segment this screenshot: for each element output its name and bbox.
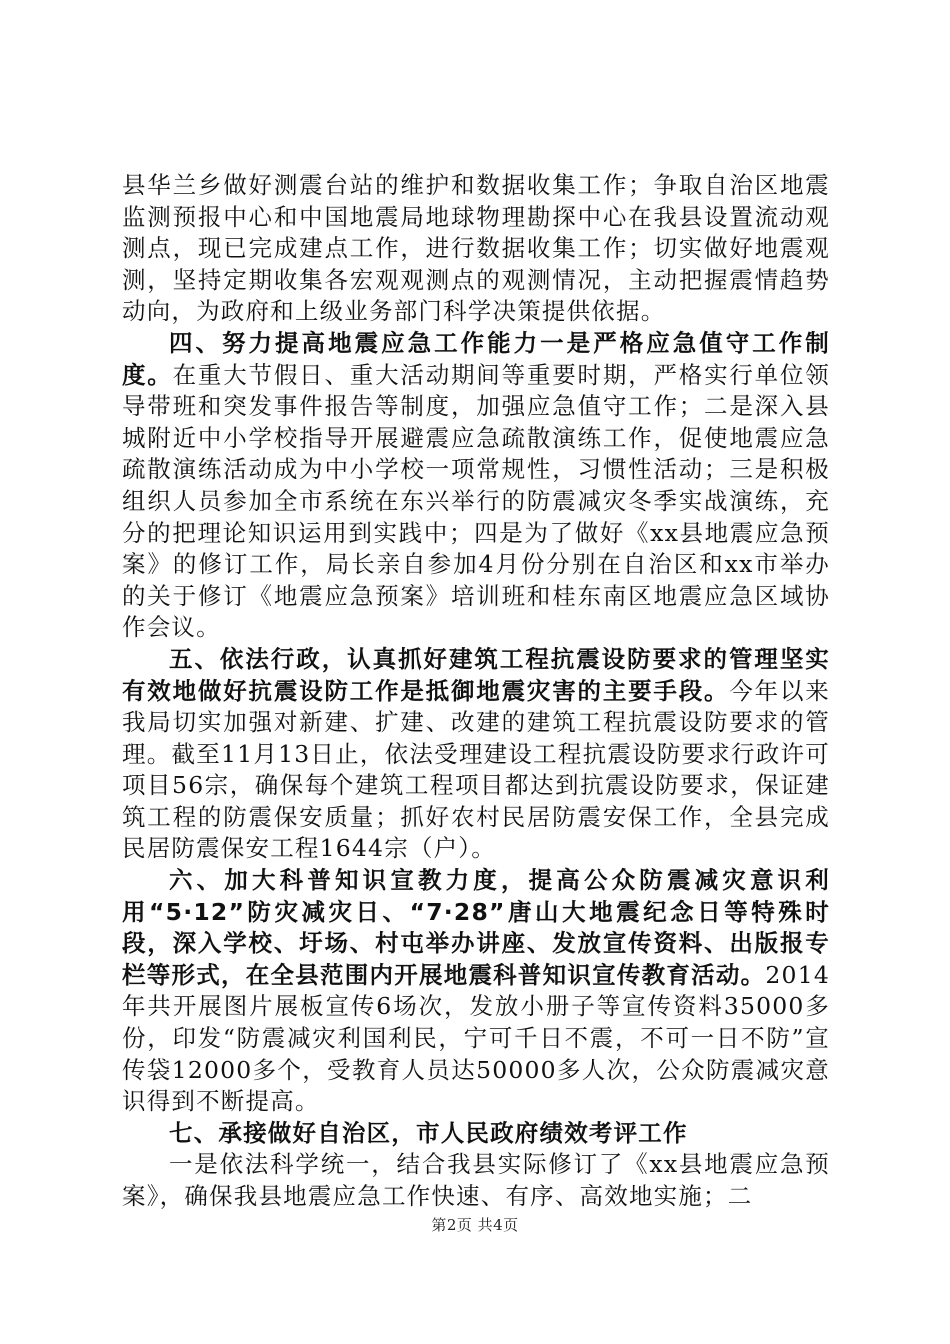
paragraph-section-7-body — [122, 1149, 830, 1212]
paragraph-text: 县华兰乡做好测震台站的维护和数据收集工作；争取自治区地震监测预报中心和中国地震局地球物理勘探中心在我县设置流动观测点，现已完成建点工作，进行数据收集工作；切实做好地震观测，坚持定期收集各宏观观测点的观测情况，主动把握震情趋势动向，为政府和上级业务部门科学决策提供依据。 — [122, 171, 830, 326]
paragraph-text: 今年以来我局切实加强对新建、扩建、改建的建筑工程抗震设防要求的管理。截至11月13日止，依法受理建设工程抗震设防要求行政许可项目56宗，确保每个建筑工程项目都达到抗震设防要求，保证建筑工程的防震保安质量；抓好农村民居防震安保工作，全县完成民居防震保安工程1644宗（户）。 — [122, 676, 830, 863]
paragraph-continuation — [122, 170, 830, 328]
page-number-footer: 第2页 共4页 — [431, 1216, 519, 1234]
paragraph-section-7 — [122, 1118, 830, 1150]
paragraph-section-4 — [122, 328, 830, 644]
section-heading: 五、依法行政，认真抓好建筑工程抗震设防要求的管理坚实有效地做好抗震设防工作是抵御地震灾害的主要手段。 — [122, 644, 830, 705]
section-heading: 七、承接做好自治区，市人民政府绩效考评工作 — [169, 1118, 688, 1147]
document-body — [122, 170, 830, 1213]
paragraph-section-5 — [122, 644, 830, 865]
section-heading: 六、加大科普知识宣教力度，提高公众防震减灾意识利用“5·12”防灾减灾日、“7·28”唐山大地震纪念日等特殊时段，深入学校、圩场、村屯举办讲座、发放宣传资料、出版报专栏等形式，在全县范围内开展地震科普知识宣传教育活动。 — [122, 866, 830, 989]
paragraph-text: 在重大节假日、重大活动期间等重要时期，严格实行单位领导带班和突发事件报告等制度，加强应急值守工作；二是深入县城附近中小学校指导开展避震应急疏散演练工作，促使地震应急疏散演练活动成为中小学校一项常规性，习惯性活动；三是积极组织人员参加全市系统在东兴举行的防震减灾冬季实战演练，充分的把理论知识运用到实践中；四是为了做好《xx县地震应急预案》的修订工作，局长亲自参加4月份分别在自治区和xx市举办的关于修订《地震应急预案》培训班和桂东南区地震应急区域协作会议。 — [122, 360, 831, 642]
paragraph-text: 一是依法科学统一，结合我县实际修订了《xx县地震应急预案》，确保我县地震应急工作快速、有序、高效地实施；二 — [122, 1150, 830, 1210]
section-heading: 四、努力提高地震应急工作能力一是严格应急值守工作制度。 — [122, 328, 830, 389]
paragraph-section-6 — [122, 865, 830, 1118]
paragraph-text: 2014年共开展图片展板宣传6场次，发放小册子等宣传资料35000多份，印发“防震减灾利国利民，宁可千日不震，不可一日不防”宣传袋12000多个，受教育人员达50000多人次，公众防震减灾意识得到不断提高。 — [122, 960, 830, 1116]
